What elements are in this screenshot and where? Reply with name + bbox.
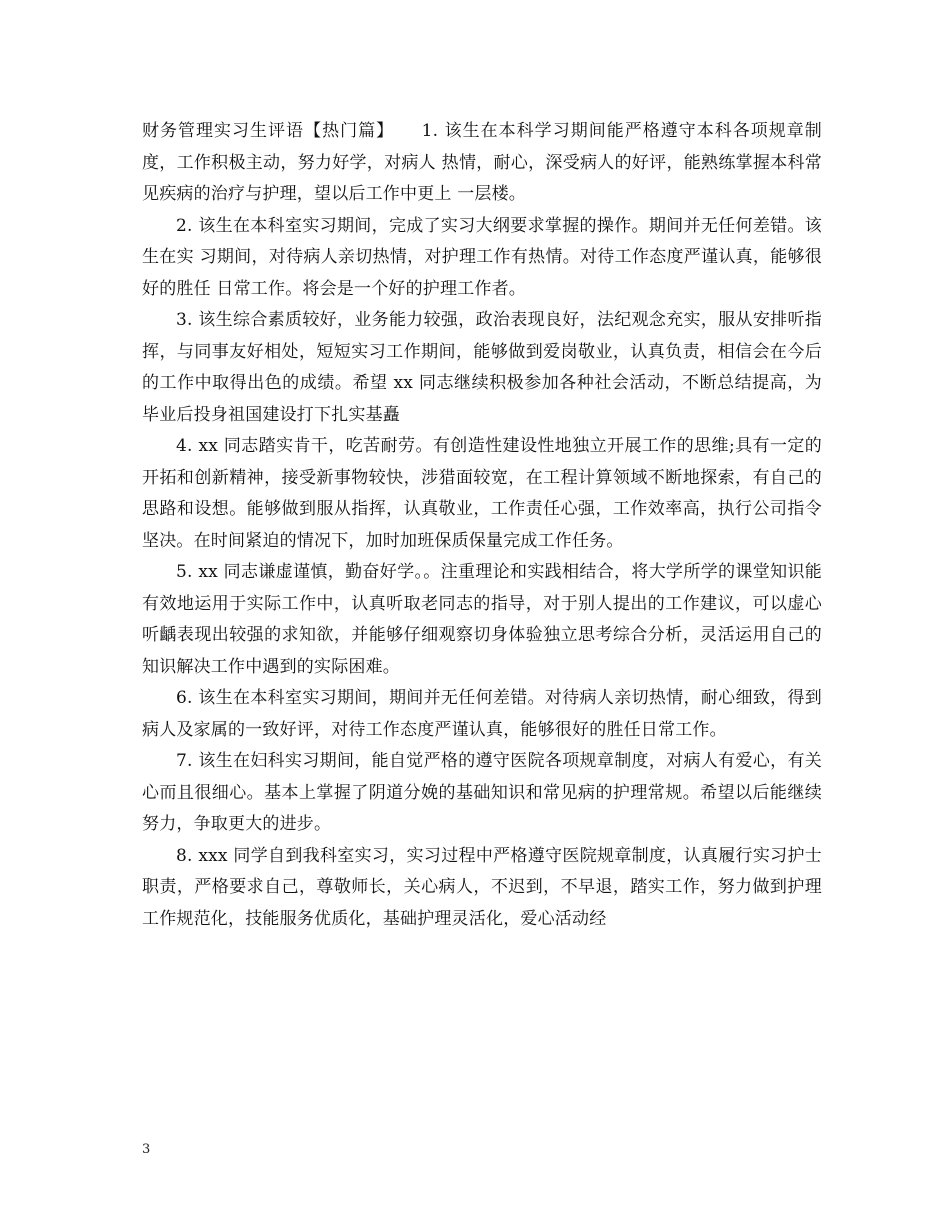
paragraph-5: 5. xx 同志谦虚谨慎，勤奋好学。。注重理论和实践相结合，将大学所学的课堂知识能有效地运用于实际工作中，认真听取老同志的指导，对于别人提出的工作建议，可以虚心听齲表现出较强的求知欲，并能够仔细观察切身体验独立思考综合分析，灵活运用自己的知识解决工作中遇到的实际困难。 [142, 562, 822, 677]
paragraph-8: 8. xxx 同学自到我科室实习，实习过程中严格遵守医院规章制度，认真履行实习护士职责，严格要求自己，尊敬师长，关心病人，不迟到，不早退，踏实工作，努力做到护理工作规范化，技能服务优质化，基础护理灵活化，爱心活动经 [142, 845, 822, 929]
document-body [142, 116, 822, 935]
paragraph-1: 财务管理实习生评语【热门篇】 1. 该生在本科学习期间能严格遵守本科各项规章制度，工作积极主动，努力好学，对病人 热情，耐心，深受病人的好评，能熟练掌握本科常见疾病的治疗与护理，望以后工作中更上 一层楼。 [142, 121, 822, 204]
paragraph-2: 2. 该生在本科室实习期间，完成了实习大纲要求掌握的操作。期间并无任何差错。该生在实 习期间，对待病人亲切热情，对护理工作有热情。对待工作态度严谨认真，能够很好的胜任 日常工作。将会是一个好的护理工作者。 [142, 215, 822, 299]
paragraph-4: 4. xx 同志踏实肯干，吃苦耐劳。有创造性建设性地独立开展工作的思维;具有一定的开拓和创新精神，接受新事物较快，涉猎面较宽，在工程计算领域不断地探索，有自己的思路和设想。能够做到服从指挥，认真敬业，工作责任心强，工作效率高，执行公司指令坚决。在时间紧迫的情况下，加时加班保质保量完成工作任务。 [142, 436, 822, 551]
paragraph-7: 7. 该生在妇科实习期间，能自觉严格的遵守医院各项规章制度，对病人有爱心，有关心而且很细心。基本上掌握了阴道分娩的基础知识和常见病的护理常规。希望以后能继续努力，争取更大的进步。 [142, 751, 822, 834]
page-number: 3 [142, 1142, 151, 1157]
paragraph-6: 6. 该生在本科室实习期间，期间并无任何差错。对待病人亲切热情，耐心细致，得到病人及家属的一致好评，对待工作态度严谨认真，能够很好的胜任日常工作。 [142, 688, 822, 740]
paragraph-3: 3. 该生综合素质较好，业务能力较强，政治表现良好，法纪观念充实，服从安排听指挥，与同事友好相处，短短实习工作期间，能够做到爱岗敬业，认真负责，相信会在今后的工作中取得出色的成绩。希望 xx 同志继续积极参加各种社会活动，不断总结提高，为毕业后投身祖国建设打下扎实基矗 [142, 310, 822, 425]
